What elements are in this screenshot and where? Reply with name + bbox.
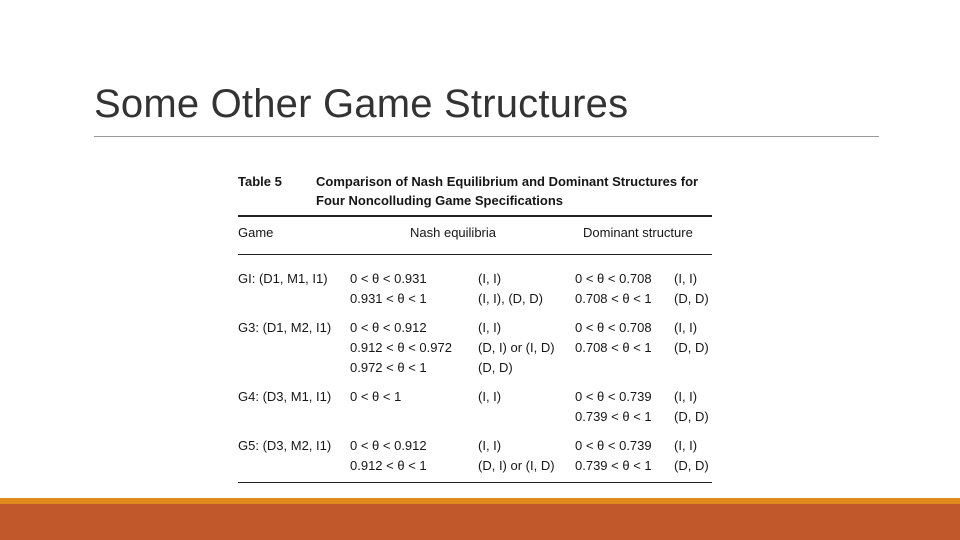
cell-nash-range: 0.972 < θ < 1 xyxy=(350,359,427,375)
cell-game: G3: (D1, M2, I1) xyxy=(238,319,332,335)
cell-nash-eq: (I, I) xyxy=(478,388,502,404)
cell-nash-range: 0 < θ < 0.912 xyxy=(350,319,427,335)
cell-game xyxy=(238,456,350,482)
cell-nash-range: 0.912 < θ < 0.972 xyxy=(350,339,452,355)
cell-dom-range: 0.708 < θ < 1 xyxy=(575,339,652,355)
table-caption-label: Table 5 xyxy=(238,174,282,189)
cell-dom-range: 0 < θ < 0.739 xyxy=(575,437,652,453)
cell-game xyxy=(238,338,350,358)
table-bottom-rule xyxy=(238,482,712,484)
header-dominant-structure: Dominant structure xyxy=(583,224,693,240)
table-header-row xyxy=(238,217,712,248)
table-row xyxy=(238,378,712,407)
table-header-rule xyxy=(238,254,712,255)
table-caption-text xyxy=(316,172,712,210)
cell-nash-eq: (D, I) or (I, D) xyxy=(478,457,555,473)
cell-nash-eq: (I, I) xyxy=(478,319,502,335)
cell-nash-eq: (I, I), (D, D) xyxy=(478,290,543,306)
cell-dom-eq: (D, D) xyxy=(674,339,709,355)
cell-dom-eq: (D, D) xyxy=(674,408,709,424)
cell-nash-range: 0 < θ < 0.912 xyxy=(350,437,427,453)
cell-dom-range: 0.739 < θ < 1 xyxy=(575,408,652,424)
cell-nash-eq: (I, I) xyxy=(478,437,502,453)
cell-game: G4: (D3, M1, I1) xyxy=(238,388,332,404)
table-row xyxy=(238,260,712,289)
table-row xyxy=(238,427,712,456)
cell-dom-eq: (D, D) xyxy=(674,457,709,473)
cell-game xyxy=(238,289,350,309)
cell-dom-eq xyxy=(674,358,712,378)
cell-nash-range: 0.931 < θ < 1 xyxy=(350,290,427,306)
cell-dom-range xyxy=(575,358,674,378)
table-row xyxy=(238,309,712,338)
slide-title: Some Other Game Structures xyxy=(94,82,629,126)
cell-game: GI: (D1, M1, I1) xyxy=(238,270,328,286)
cell-nash-eq xyxy=(478,407,575,427)
header-nash-equilibria: Nash equilibria xyxy=(410,224,496,240)
cell-nash-range xyxy=(350,407,478,427)
table-row xyxy=(238,407,712,427)
cell-nash-eq: (I, I) xyxy=(478,270,502,286)
cell-nash-range: 0.912 < θ < 1 xyxy=(350,457,427,473)
cell-dom-eq: (I, I) xyxy=(674,270,698,286)
table-row xyxy=(238,358,712,378)
results-table xyxy=(238,217,712,482)
cell-game xyxy=(238,407,350,427)
cell-nash-eq: (D, D) xyxy=(478,359,513,375)
cell-dom-range: 0 < θ < 0.708 xyxy=(575,319,652,335)
cell-nash-eq: (D, I) or (I, D) xyxy=(478,339,555,355)
cell-dom-eq: (I, I) xyxy=(674,437,698,453)
footer-band xyxy=(0,504,960,540)
cell-nash-range: 0 < θ < 1 xyxy=(350,388,402,404)
cell-dom-eq: (I, I) xyxy=(674,388,698,404)
cell-dom-eq: (D, D) xyxy=(674,290,709,306)
table-caption-line-2: Four Noncolluding Game Specifications xyxy=(316,193,564,208)
cell-dom-eq: (I, I) xyxy=(674,319,698,335)
table-row xyxy=(238,456,712,482)
cell-game: G5: (D3, M2, I1) xyxy=(238,437,332,453)
table-figure xyxy=(238,172,712,483)
table-row xyxy=(238,338,712,358)
cell-game xyxy=(238,358,350,378)
cell-dom-range: 0.708 < θ < 1 xyxy=(575,290,652,306)
table-caption xyxy=(238,172,712,210)
table-caption-line-1: Comparison of Nash Equilibrium and Dominant Structures for xyxy=(316,174,699,189)
cell-dom-range: 0 < θ < 0.708 xyxy=(575,270,652,286)
title-divider xyxy=(94,136,879,137)
cell-nash-range: 0 < θ < 0.931 xyxy=(350,270,427,286)
table-row xyxy=(238,289,712,309)
cell-dom-range: 0.739 < θ < 1 xyxy=(575,457,652,473)
cell-dom-range: 0 < θ < 0.739 xyxy=(575,388,652,404)
header-game: Game xyxy=(238,224,274,240)
